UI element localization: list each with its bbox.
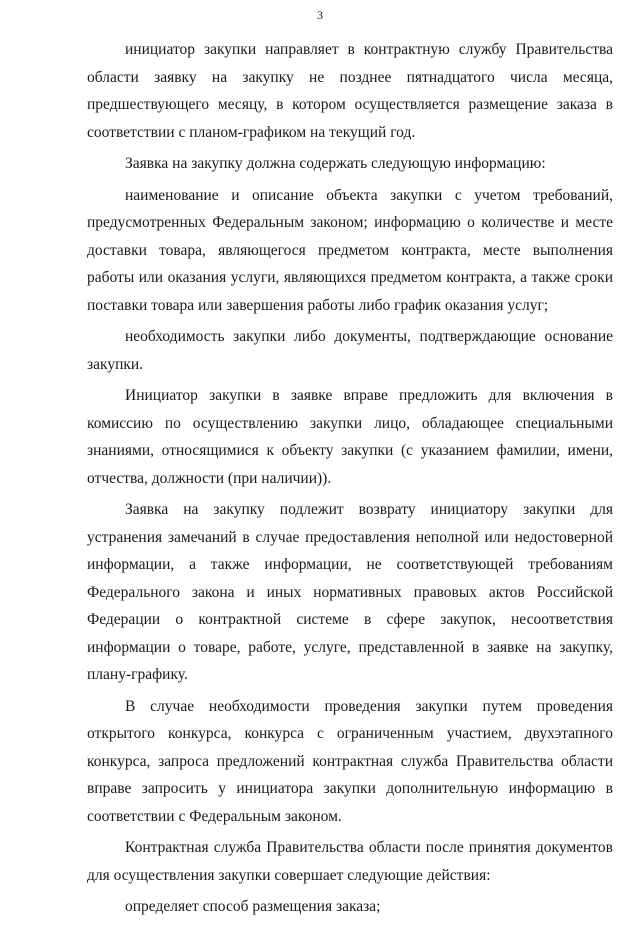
- paragraph-commission-proposal: Инициатор закупки в заявке вправе предложить для включения в комиссию по осуществлению закупки лицо, обладающее специальными знаниями, относящимися к объекту закупки (с указанием фамилии, имени, отчества, должности (при наличии)).: [87, 387, 613, 487]
- paragraph-request-return: Заявка на закупку подлежит возврату инициатору закупки для устранения замечаний в случае предоставления неполной или недостоверной информации, а также информации, не соответствующей требованиям Федерального закона и иных нормативных правовых актов Российской Федерации о контрактной системе в сфере закупок, несоответствия информации о товаре, работе, услуге, представленной в заявке на закупку, плану-графику.: [87, 501, 613, 683]
- paragraph-necessity-documents: необходимость закупки либо документы, подтверждающие основание закупки.: [87, 328, 613, 373]
- paragraph-determine-method: определяет способ размещения заказа;: [125, 898, 381, 915]
- page-number: 3: [317, 8, 323, 22]
- paragraph-object-description: наименование и описание объекта закупки с учетом требований, предусмотренных Федеральным законом; информацию о количестве и месте доставки товара, являющегося предметом контракта, месте выполнения работы или оказания услуги, являющихся предметом контракта, а также сроки поставки товара или завершения работы либо график оказания услуг;: [87, 186, 613, 314]
- paragraph-additional-information: В случае необходимости проведения закупки путем проведения открытого конкурса, конкурса с ограниченным участием, двухэтапного конкурса, запроса предложений контрактная служба Правительства области вправе запросить у инициатора закупки дополнительную информацию в соответствии с Федеральным законом.: [87, 697, 613, 825]
- paragraph-request-contents-intro: Заявка на закупку должна содержать следующую информацию:: [125, 155, 546, 172]
- paragraph-contract-service-actions: Контрактная служба Правительства области после принятия документов для осуществления закупки совершает следующие действия:: [87, 839, 613, 884]
- document-body: [87, 36, 613, 925]
- paragraph-initiator-sends-request: инициатор закупки направляет в контрактную службу Правительства области заявку на закупку не позднее пятнадцатого числа месяца, предшествующего месяцу, в котором осуществляется размещение заказа в соответствии с планом-графиком на текущий год.: [87, 41, 613, 141]
